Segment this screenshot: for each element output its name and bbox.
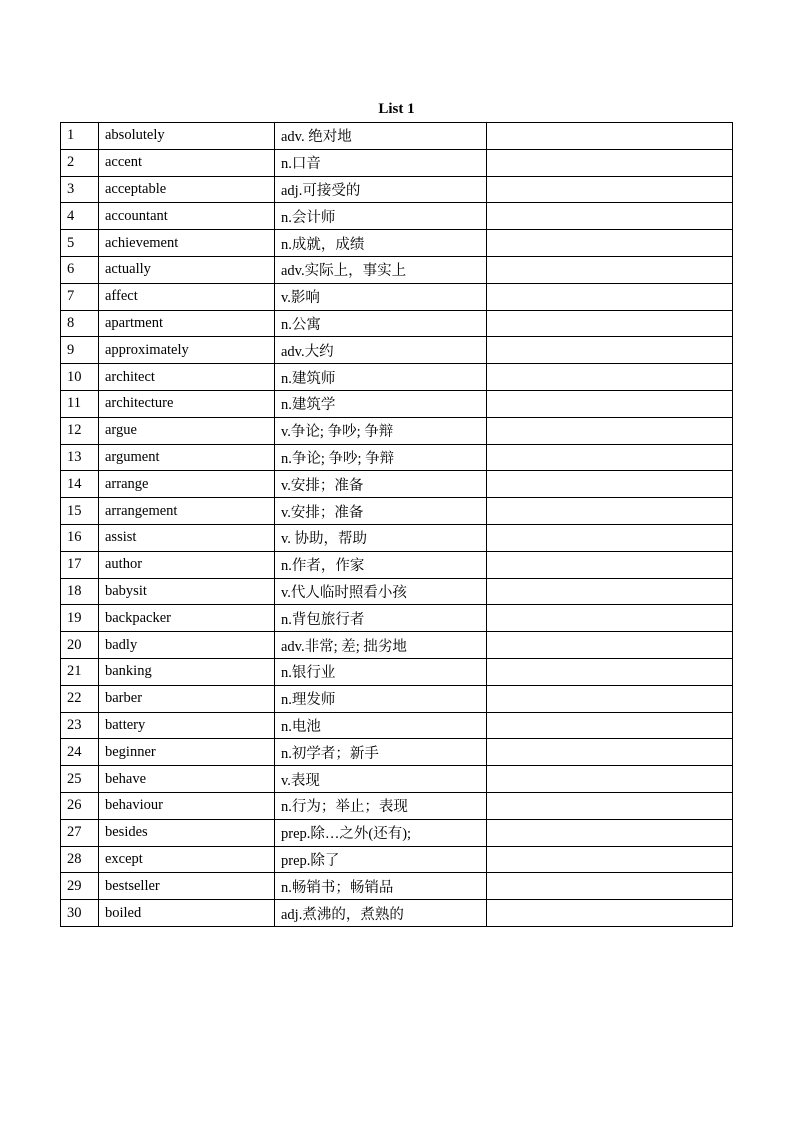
- row-number: 11: [61, 390, 99, 417]
- chinese-definition: n.理发师: [275, 685, 487, 712]
- table-row: [61, 230, 733, 257]
- blank-cell: [487, 176, 733, 203]
- vocabulary-table: [60, 122, 733, 927]
- chinese-definition: adv. 绝对地: [275, 123, 487, 150]
- blank-cell: [487, 685, 733, 712]
- blank-cell: [487, 900, 733, 927]
- english-word: backpacker: [99, 605, 275, 632]
- blank-cell: [487, 632, 733, 659]
- chinese-definition: n.建筑师: [275, 364, 487, 391]
- english-word: except: [99, 846, 275, 873]
- english-word: approximately: [99, 337, 275, 364]
- blank-cell: [487, 819, 733, 846]
- blank-cell: [487, 417, 733, 444]
- english-word: architect: [99, 364, 275, 391]
- blank-cell: [487, 578, 733, 605]
- table-row: [61, 471, 733, 498]
- table-row: [61, 605, 733, 632]
- row-number: 15: [61, 498, 99, 525]
- chinese-definition: adj.煮沸的，煮熟的: [275, 900, 487, 927]
- table-row: [61, 578, 733, 605]
- table-row: [61, 337, 733, 364]
- table-row: [61, 364, 733, 391]
- chinese-definition: v.影响: [275, 283, 487, 310]
- row-number: 8: [61, 310, 99, 337]
- english-word: achievement: [99, 230, 275, 257]
- english-word: absolutely: [99, 123, 275, 150]
- english-word: besides: [99, 819, 275, 846]
- row-number: 27: [61, 819, 99, 846]
- table-row: [61, 846, 733, 873]
- table-row: [61, 417, 733, 444]
- english-word: arrange: [99, 471, 275, 498]
- row-number: 10: [61, 364, 99, 391]
- blank-cell: [487, 390, 733, 417]
- english-word: arrangement: [99, 498, 275, 525]
- blank-cell: [487, 123, 733, 150]
- table-row: [61, 900, 733, 927]
- row-number: 23: [61, 712, 99, 739]
- english-word: author: [99, 551, 275, 578]
- chinese-definition: n.公寓: [275, 310, 487, 337]
- english-word: apartment: [99, 310, 275, 337]
- table-row: [61, 256, 733, 283]
- table-row: [61, 176, 733, 203]
- table-row: [61, 685, 733, 712]
- blank-cell: [487, 605, 733, 632]
- blank-cell: [487, 658, 733, 685]
- blank-cell: [487, 310, 733, 337]
- row-number: 12: [61, 417, 99, 444]
- row-number: 17: [61, 551, 99, 578]
- blank-cell: [487, 203, 733, 230]
- row-number: 7: [61, 283, 99, 310]
- table-row: [61, 444, 733, 471]
- row-number: 3: [61, 176, 99, 203]
- row-number: 14: [61, 471, 99, 498]
- table-row: [61, 792, 733, 819]
- chinese-definition: n.畅销书；畅销品: [275, 873, 487, 900]
- blank-cell: [487, 364, 733, 391]
- chinese-definition: v.表现: [275, 766, 487, 793]
- table-row: [61, 498, 733, 525]
- page-title: List 1: [378, 101, 415, 117]
- chinese-definition: prep.除了: [275, 846, 487, 873]
- english-word: accent: [99, 149, 275, 176]
- table-row: [61, 283, 733, 310]
- row-number: 1: [61, 123, 99, 150]
- blank-cell: [487, 524, 733, 551]
- row-number: 9: [61, 337, 99, 364]
- row-number: 25: [61, 766, 99, 793]
- table-row: [61, 873, 733, 900]
- blank-cell: [487, 873, 733, 900]
- chinese-definition: v.安排；准备: [275, 471, 487, 498]
- chinese-definition: v.安排；准备: [275, 498, 487, 525]
- english-word: argue: [99, 417, 275, 444]
- english-word: acceptable: [99, 176, 275, 203]
- chinese-definition: adv.非常; 差; 拙劣地: [275, 632, 487, 659]
- english-word: assist: [99, 524, 275, 551]
- chinese-definition: adj.可接受的: [275, 176, 487, 203]
- chinese-definition: n.背包旅行者: [275, 605, 487, 632]
- blank-cell: [487, 283, 733, 310]
- chinese-definition: prep.除…之外(还有);: [275, 819, 487, 846]
- row-number: 22: [61, 685, 99, 712]
- english-word: architecture: [99, 390, 275, 417]
- english-word: battery: [99, 712, 275, 739]
- row-number: 16: [61, 524, 99, 551]
- english-word: babysit: [99, 578, 275, 605]
- row-number: 13: [61, 444, 99, 471]
- table-row: [61, 632, 733, 659]
- english-word: behaviour: [99, 792, 275, 819]
- blank-cell: [487, 337, 733, 364]
- table-row: [61, 766, 733, 793]
- chinese-definition: n.成就，成绩: [275, 230, 487, 257]
- english-word: accountant: [99, 203, 275, 230]
- table-row: [61, 310, 733, 337]
- english-word: banking: [99, 658, 275, 685]
- english-word: actually: [99, 256, 275, 283]
- table-row: [61, 819, 733, 846]
- table-row: [61, 390, 733, 417]
- chinese-definition: n.建筑学: [275, 390, 487, 417]
- row-number: 4: [61, 203, 99, 230]
- chinese-definition: n.作者，作家: [275, 551, 487, 578]
- table-row: [61, 203, 733, 230]
- chinese-definition: n.电池: [275, 712, 487, 739]
- row-number: 19: [61, 605, 99, 632]
- table-row: [61, 149, 733, 176]
- blank-cell: [487, 256, 733, 283]
- chinese-definition: n.银行业: [275, 658, 487, 685]
- chinese-definition: v.争论; 争吵; 争辩: [275, 417, 487, 444]
- blank-cell: [487, 712, 733, 739]
- blank-cell: [487, 792, 733, 819]
- english-word: argument: [99, 444, 275, 471]
- blank-cell: [487, 766, 733, 793]
- row-number: 30: [61, 900, 99, 927]
- english-word: behave: [99, 766, 275, 793]
- row-number: 29: [61, 873, 99, 900]
- english-word: beginner: [99, 739, 275, 766]
- chinese-definition: v.代人临时照看小孩: [275, 578, 487, 605]
- chinese-definition: n.口音: [275, 149, 487, 176]
- english-word: affect: [99, 283, 275, 310]
- row-number: 20: [61, 632, 99, 659]
- chinese-definition: v. 协助，帮助: [275, 524, 487, 551]
- table-row: [61, 123, 733, 150]
- blank-cell: [487, 739, 733, 766]
- table-row: [61, 658, 733, 685]
- row-number: 26: [61, 792, 99, 819]
- chinese-definition: n.初学者；新手: [275, 739, 487, 766]
- table-row: [61, 551, 733, 578]
- english-word: bestseller: [99, 873, 275, 900]
- blank-cell: [487, 444, 733, 471]
- chinese-definition: adv.实际上，事实上: [275, 256, 487, 283]
- blank-cell: [487, 230, 733, 257]
- chinese-definition: n.会计师: [275, 203, 487, 230]
- row-number: 24: [61, 739, 99, 766]
- row-number: 2: [61, 149, 99, 176]
- vocabulary-table-body: [61, 123, 733, 927]
- blank-cell: [487, 846, 733, 873]
- chinese-definition: n.行为；举止；表现: [275, 792, 487, 819]
- blank-cell: [487, 551, 733, 578]
- row-number: 21: [61, 658, 99, 685]
- chinese-definition: adv.大约: [275, 337, 487, 364]
- row-number: 6: [61, 256, 99, 283]
- row-number: 5: [61, 230, 99, 257]
- row-number: 18: [61, 578, 99, 605]
- table-row: [61, 739, 733, 766]
- table-row: [61, 524, 733, 551]
- row-number: 28: [61, 846, 99, 873]
- english-word: badly: [99, 632, 275, 659]
- blank-cell: [487, 471, 733, 498]
- english-word: barber: [99, 685, 275, 712]
- english-word: boiled: [99, 900, 275, 927]
- table-row: [61, 712, 733, 739]
- blank-cell: [487, 498, 733, 525]
- chinese-definition: n.争论; 争吵; 争辩: [275, 444, 487, 471]
- blank-cell: [487, 149, 733, 176]
